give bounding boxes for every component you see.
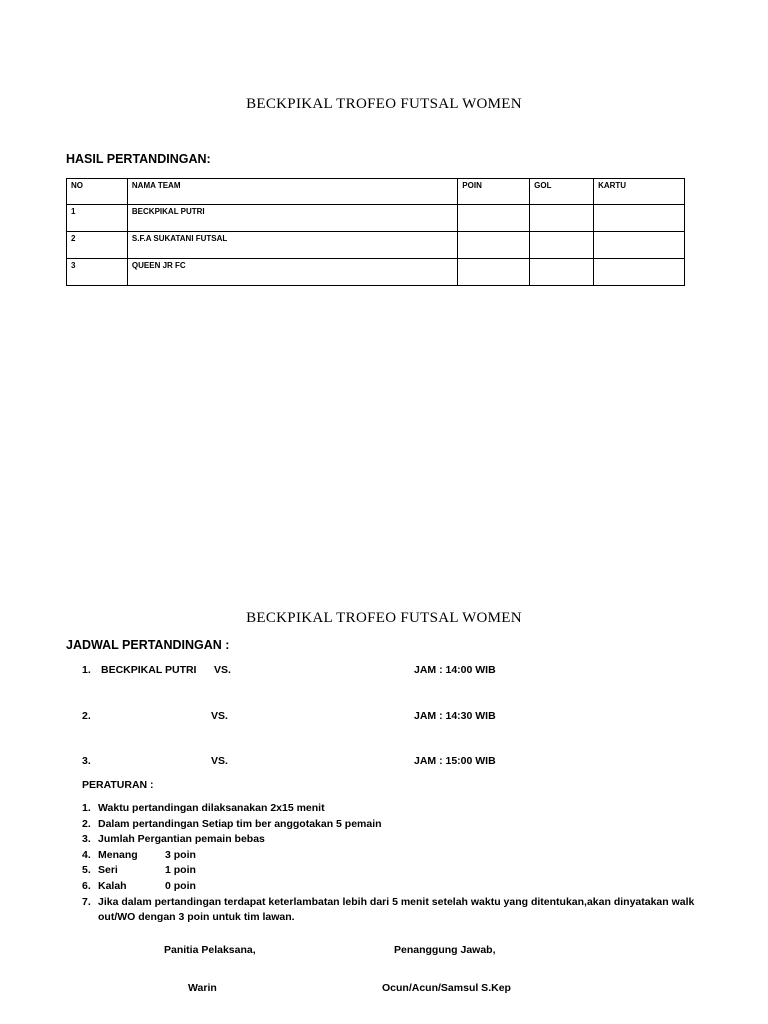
cell-team: S.F.A SUKATANI FUTSAL (127, 232, 457, 259)
match-home-team: BECKPIKAL PUTRI (101, 664, 197, 676)
list-item (82, 817, 702, 833)
cell-no: 3 (67, 259, 128, 286)
rule-points: 1 poin (165, 864, 196, 877)
rule-text: Seri (98, 864, 118, 877)
rule-number: 1. (82, 802, 91, 814)
cell-poin (458, 205, 530, 232)
match-vs: VS. (211, 755, 228, 767)
column-header-poin: POIN (458, 179, 530, 205)
match-vs: VS. (211, 710, 228, 722)
rule-text: Jumlah Pergantian pemain bebas (98, 833, 265, 846)
schedule-title: BECKPIKAL TROFEO FUTSAL WOMEN (246, 610, 522, 626)
cell-gol (530, 232, 594, 259)
column-header-no: NO (67, 179, 128, 205)
cell-gol (530, 205, 594, 232)
list-item (82, 801, 702, 817)
rule-number: 7. (82, 895, 91, 908)
rule-number: 2. (82, 817, 91, 830)
rule-text: Menang (98, 848, 138, 861)
rule-number: 3. (82, 833, 91, 846)
table-row (67, 205, 685, 232)
organizer-role: Panitia Pelaksana, (164, 944, 256, 956)
rule-number: 4. (82, 848, 91, 861)
organizer-name: Warin (188, 982, 217, 994)
cell-no: 2 (67, 232, 128, 259)
match-time: JAM : 15:00 WIB (414, 755, 496, 767)
responsible-name: Ocun/Acun/Samsul S.Kep (382, 982, 511, 994)
rule-text: Jika dalam pertandingan terdapat keterlambatan lebih dari 5 menit setelah waktu yang ditentukan,akan dinyatakan walk out/WO dengan 3 poin untuk tim lawan. (98, 895, 695, 924)
cell-kartu (594, 205, 685, 232)
rules-list (82, 801, 702, 926)
cell-gol (530, 259, 594, 286)
column-header-team: NAMA TEAM (127, 179, 457, 205)
match-time: JAM : 14:30 WIB (414, 710, 496, 722)
rule-points: 0 poin (165, 879, 196, 892)
results-title: BECKPIKAL TROFEO FUTSAL WOMEN (246, 96, 522, 112)
cell-kartu (594, 259, 685, 286)
cell-team: BECKPIKAL PUTRI (127, 205, 457, 232)
match-number: 3. (82, 755, 91, 767)
list-item (82, 879, 702, 895)
list-item (82, 848, 702, 864)
rule-points: 3 poin (165, 848, 196, 861)
table-row (67, 232, 685, 259)
cell-kartu (594, 232, 685, 259)
column-header-kartu: KARTU (594, 179, 685, 205)
rules-title: PERATURAN : (82, 779, 154, 791)
schedule-heading: JADWAL PERTANDINGAN : (66, 638, 230, 652)
match-number: 2. (82, 710, 91, 722)
match-time: JAM : 14:00 WIB (414, 664, 496, 676)
table-row (67, 259, 685, 286)
rule-number: 5. (82, 864, 91, 877)
list-item (82, 895, 702, 926)
responsible-role: Penanggung Jawab, (394, 944, 496, 956)
list-item (82, 863, 702, 879)
rule-text: Waktu pertandingan dilaksanakan 2x15 menit (98, 802, 325, 814)
cell-poin (458, 232, 530, 259)
table-header-row (67, 179, 685, 205)
match-number: 1. (82, 664, 91, 676)
list-item (82, 832, 702, 848)
cell-poin (458, 259, 530, 286)
column-header-gol: GOL (530, 179, 594, 205)
rule-text: Dalam pertandingan Setiap tim ber anggotakan 5 pemain (98, 817, 382, 830)
rule-number: 6. (82, 879, 91, 892)
cell-team: QUEEN JR FC (127, 259, 457, 286)
rule-text: Kalah (98, 879, 127, 892)
results-table (66, 178, 685, 286)
match-vs: VS. (214, 664, 231, 676)
results-heading: HASIL PERTANDINGAN: (66, 152, 211, 166)
cell-no: 1 (67, 205, 128, 232)
